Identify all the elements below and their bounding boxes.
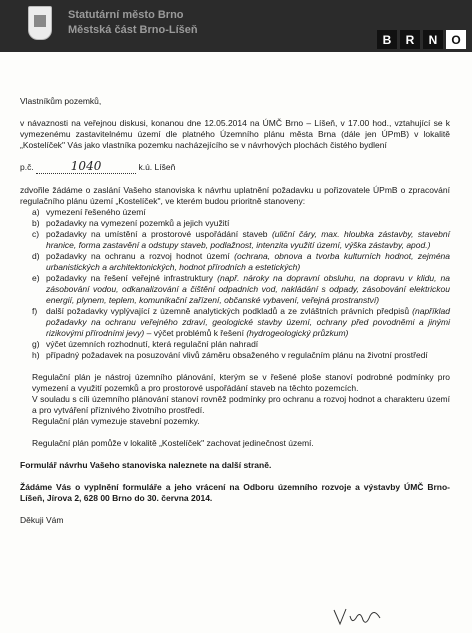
list-item: h) případný požadavek na posuzování vlivů záměru obsaženého v regulačním plánu na životní prostředí bbox=[32, 350, 428, 360]
letterhead-line1: Statutární město Brno bbox=[68, 9, 184, 21]
letter-body bbox=[20, 96, 450, 526]
paragraph-uniqueness: Regulační plán pomůže v lokalitě „Kostelíček" zachovat jedinečnost území. bbox=[32, 438, 314, 448]
brno-letter-n: N bbox=[423, 30, 443, 49]
letterhead bbox=[0, 0, 472, 52]
paragraph-definition: Regulační plán je nástroj územního plánování, kterým se v řešené ploše stanoví podrobné podmínky pro vymezení a využití pozemků a pro prostorové uspořádání staveb na těchto pozemcích. bbox=[32, 372, 450, 393]
parcel-number-field bbox=[36, 161, 136, 174]
parcel-prefix: p.č. bbox=[20, 162, 34, 172]
request-paragraph: zdvořile žádáme o zaslání Vašeho stanoviska k návrhu uplatnění požadavku u pořizovatele ÚPmB o zpracování regulačního plánu území „Kostelíček", ve kterém budou prioritně stanoveny: bbox=[20, 185, 450, 206]
salutation: Vlastníkům pozemků, bbox=[20, 96, 102, 106]
list-item: a) vymezení řešeného území bbox=[32, 207, 146, 217]
parcel-suffix: k.ú. Líšeň bbox=[138, 162, 176, 172]
brno-letter-o: O bbox=[446, 30, 466, 49]
brno-letter-b: B bbox=[377, 30, 397, 49]
brno-logo bbox=[377, 30, 466, 49]
form-notice: Formulář návrhu Vašeho stanoviska naleznete na další straně. bbox=[20, 460, 272, 470]
requirements-list bbox=[20, 207, 450, 361]
intro-paragraph: v návaznosti na veřejnou diskusi, konanou dne 12.05.2014 na ÚMČ Brno – Líšeň, v 17.00 hod., vztahující se k vymezenému zastavitelnému území dle platného Územního plánu města Brna (dále jen ÚPmB) v lokalitě „Kostelíček" Vás jako vlastníka pozemku nacházejícího se v návrhových plochách čistého bydlení bbox=[20, 118, 450, 150]
list-item: f) další požadavky vyplývající z územně analytických podkladů a ze zvláštních právních předpisů (například požadavky na ochranu veřejného zdraví, geologické stavby území, ochrany před povodněmi a jinými rizikovými přírodními jevy) – výčet problémů k řešení (hydrogeologický průzkum) bbox=[32, 306, 450, 338]
list-item: g) výčet územních rozhodnutí, která regulační plán nahradí bbox=[32, 339, 259, 349]
coat-of-arms-icon bbox=[28, 6, 52, 40]
parcel-number: 1040 bbox=[70, 159, 102, 173]
list-item: d) požadavky na ochranu a rozvoj hodnot území (ochrana, obnova a tvorba kulturních hodnot, zejména urbanistických a architektonických, hodnot přírodních a estetických) bbox=[32, 251, 450, 272]
parcel-line bbox=[20, 161, 450, 174]
paragraph-goals: V souladu s cíli územního plánování stanoví rovněž podmínky pro ochranu a rozvoj hodnot a charakteru území a pro vytváření příznivého životního prostředí. bbox=[32, 394, 450, 415]
letterhead-line2: Městská část Brno-Líšeň bbox=[68, 24, 198, 36]
paragraph-plots: Regulační plán vymezuje stavební pozemky. bbox=[32, 416, 200, 426]
signature-icon bbox=[330, 606, 390, 628]
closing: Děkuji Vám bbox=[20, 515, 64, 525]
list-item: c) požadavky na umístění a prostorové uspořádání staveb (uliční čáry, max. hloubka zástavby, stavební hranice, forma zastavění a odstupy staveb, podlažnost, intenzita využití území, výška zástavby, apod.) bbox=[32, 229, 450, 250]
return-request: Žádáme Vás o vyplnění formuláře a jeho vrácení na Odboru územního rozvoje a výstavby ÚMČ Brno-Líšeň, Jírova 2, 628 00 Brno do 30. června 2014. bbox=[20, 482, 450, 503]
list-item: e) požadavky na řešení veřejné infrastruktury (např. nároky na dopravní obsluhu, na dopravu v klidu, na zásobování vodou, odkanalizování a čištění odpadních vod, nakládání s odpady, zásobování elektrickou energií, plynem, teplem, komunikační zařízení, občanské vybavení, veřejná prostranství) bbox=[32, 273, 450, 305]
brno-letter-r: R bbox=[400, 30, 420, 49]
list-item: b) požadavky na vymezení pozemků a jejich využití bbox=[32, 218, 230, 228]
